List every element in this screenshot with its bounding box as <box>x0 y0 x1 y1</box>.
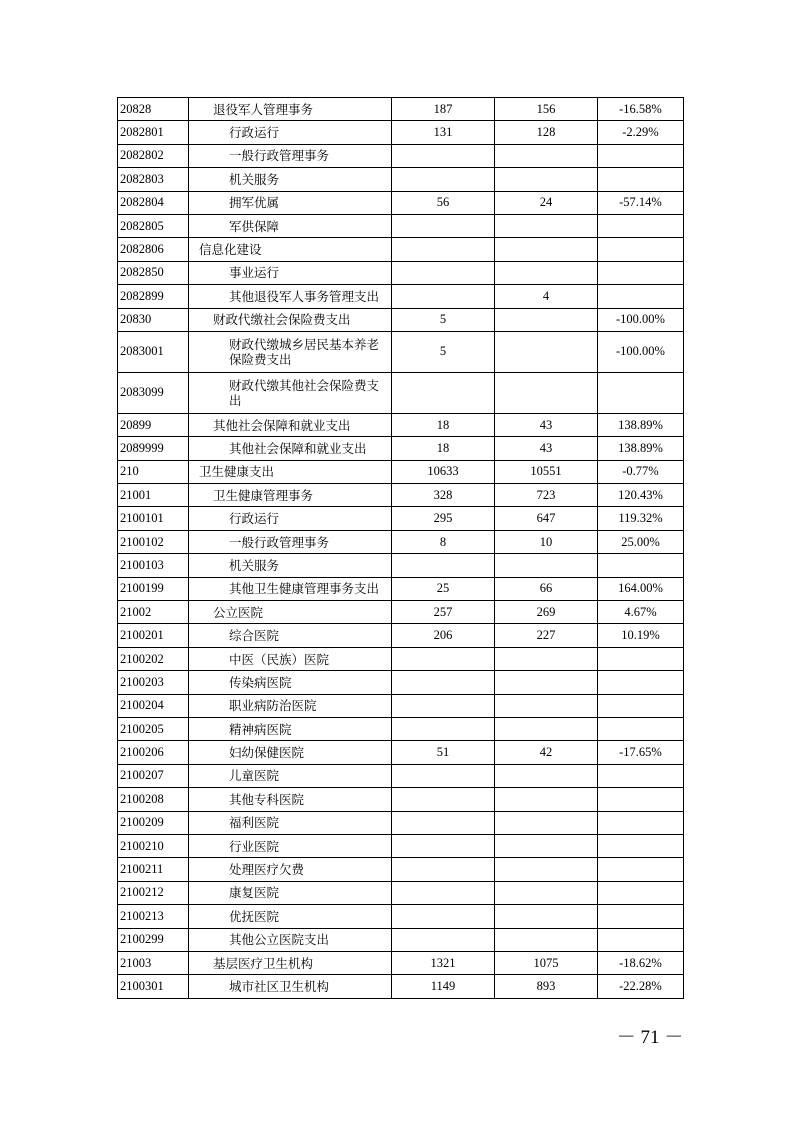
table-body <box>118 98 684 999</box>
subject-name-cell: 其他退役军人事务管理支出 <box>189 285 392 308</box>
prior-year-value-cell <box>392 238 495 261</box>
current-year-value-cell <box>495 788 598 811</box>
subject-code-cell: 2083001 <box>118 331 189 372</box>
current-year-value-cell <box>495 308 598 331</box>
change-percent-cell <box>598 671 684 694</box>
subject-code-cell: 21001 <box>118 484 189 507</box>
change-percent-cell: -16.58% <box>598 98 684 121</box>
current-year-value-cell <box>495 928 598 951</box>
table-row <box>118 788 684 811</box>
prior-year-value-cell <box>392 834 495 857</box>
change-percent-cell: -17.65% <box>598 741 684 764</box>
subject-name-cell: 处理医疗欠费 <box>189 858 392 881</box>
table-row <box>118 671 684 694</box>
subject-name-cell: 拥军优属 <box>189 191 392 214</box>
change-percent-cell: 10.19% <box>598 624 684 647</box>
current-year-value-cell <box>495 647 598 670</box>
change-percent-cell: -2.29% <box>598 121 684 144</box>
change-percent-cell: 120.43% <box>598 484 684 507</box>
table-row <box>118 121 684 144</box>
subject-code-cell: 2100202 <box>118 647 189 670</box>
table-row <box>118 144 684 167</box>
table-row <box>118 261 684 284</box>
prior-year-value-cell <box>392 694 495 717</box>
table-row <box>118 858 684 881</box>
prior-year-value-cell: 56 <box>392 191 495 214</box>
subject-name-cell: 其他社会保障和就业支出 <box>189 437 392 460</box>
subject-code-cell: 2082899 <box>118 285 189 308</box>
current-year-value-cell: 66 <box>495 577 598 600</box>
subject-name-cell: 优抚医院 <box>189 905 392 928</box>
current-year-value-cell: 156 <box>495 98 598 121</box>
prior-year-value-cell: 328 <box>392 484 495 507</box>
change-percent-cell <box>598 905 684 928</box>
subject-name-cell: 福利医院 <box>189 811 392 834</box>
prior-year-value-cell: 5 <box>392 331 495 372</box>
change-percent-cell <box>598 168 684 191</box>
subject-name-cell: 行业医院 <box>189 834 392 857</box>
subject-code-cell: 2100213 <box>118 905 189 928</box>
subject-code-cell: 2100201 <box>118 624 189 647</box>
current-year-value-cell <box>495 671 598 694</box>
prior-year-value-cell <box>392 144 495 167</box>
prior-year-value-cell: 257 <box>392 601 495 624</box>
prior-year-value-cell <box>392 764 495 787</box>
current-year-value-cell: 4 <box>495 285 598 308</box>
table-row <box>118 530 684 553</box>
table-row <box>118 285 684 308</box>
change-percent-cell <box>598 764 684 787</box>
prior-year-value-cell: 131 <box>392 121 495 144</box>
subject-code-cell: 2100299 <box>118 928 189 951</box>
subject-code-cell: 2100203 <box>118 671 189 694</box>
change-percent-cell <box>598 881 684 904</box>
subject-code-cell: 2100210 <box>118 834 189 857</box>
current-year-value-cell: 10551 <box>495 460 598 483</box>
change-percent-cell: 138.89% <box>598 437 684 460</box>
change-percent-cell <box>598 214 684 237</box>
change-percent-cell <box>598 694 684 717</box>
subject-code-cell: 2082803 <box>118 168 189 191</box>
table-row <box>118 484 684 507</box>
subject-name-cell: 财政代缴城乡居民基本养老保险费支出 <box>189 331 392 372</box>
current-year-value-cell: 723 <box>495 484 598 507</box>
current-year-value-cell <box>495 811 598 834</box>
change-percent-cell: 25.00% <box>598 530 684 553</box>
subject-code-cell: 2089999 <box>118 437 189 460</box>
current-year-value-cell: 893 <box>495 975 598 998</box>
change-percent-cell <box>598 834 684 857</box>
table-row <box>118 975 684 998</box>
current-year-value-cell: 1075 <box>495 951 598 974</box>
subject-name-cell: 传染病医院 <box>189 671 392 694</box>
prior-year-value-cell: 10633 <box>392 460 495 483</box>
table-row <box>118 741 684 764</box>
subject-name-cell: 精神病医院 <box>189 717 392 740</box>
subject-name-cell: 机关服务 <box>189 554 392 577</box>
current-year-value-cell: 43 <box>495 437 598 460</box>
change-percent-cell <box>598 144 684 167</box>
current-year-value-cell <box>495 858 598 881</box>
table-row <box>118 437 684 460</box>
subject-code-cell: 2082804 <box>118 191 189 214</box>
current-year-value-cell: 10 <box>495 530 598 553</box>
table-row <box>118 331 684 372</box>
table-row <box>118 647 684 670</box>
change-percent-cell <box>598 788 684 811</box>
prior-year-value-cell: 8 <box>392 530 495 553</box>
table-row <box>118 577 684 600</box>
current-year-value-cell <box>495 881 598 904</box>
current-year-value-cell: 128 <box>495 121 598 144</box>
subject-code-cell: 210 <box>118 460 189 483</box>
subject-name-cell: 机关服务 <box>189 168 392 191</box>
table-row <box>118 308 684 331</box>
subject-name-cell: 其他专科医院 <box>189 788 392 811</box>
subject-code-cell: 2100208 <box>118 788 189 811</box>
subject-name-cell: 其他公立医院支出 <box>189 928 392 951</box>
prior-year-value-cell: 1149 <box>392 975 495 998</box>
current-year-value-cell: 269 <box>495 601 598 624</box>
subject-name-cell: 一般行政管理事务 <box>189 530 392 553</box>
subject-code-cell: 2100209 <box>118 811 189 834</box>
current-year-value-cell <box>495 168 598 191</box>
prior-year-value-cell <box>392 905 495 928</box>
current-year-value-cell <box>495 834 598 857</box>
prior-year-value-cell <box>392 647 495 670</box>
current-year-value-cell: 227 <box>495 624 598 647</box>
subject-code-cell: 2100204 <box>118 694 189 717</box>
table-row <box>118 460 684 483</box>
subject-code-cell: 2100207 <box>118 764 189 787</box>
prior-year-value-cell <box>392 168 495 191</box>
subject-name-cell: 行政运行 <box>189 507 392 530</box>
prior-year-value-cell <box>392 858 495 881</box>
prior-year-value-cell: 51 <box>392 741 495 764</box>
current-year-value-cell <box>495 764 598 787</box>
subject-code-cell: 2100102 <box>118 530 189 553</box>
table-row <box>118 98 684 121</box>
table-row <box>118 834 684 857</box>
table-row <box>118 928 684 951</box>
prior-year-value-cell: 206 <box>392 624 495 647</box>
subject-name-cell: 中医（民族）医院 <box>189 647 392 670</box>
change-percent-cell <box>598 647 684 670</box>
table-row <box>118 717 684 740</box>
table-row <box>118 905 684 928</box>
subject-code-cell: 20830 <box>118 308 189 331</box>
subject-name-cell: 军供保障 <box>189 214 392 237</box>
subject-name-cell: 一般行政管理事务 <box>189 144 392 167</box>
change-percent-cell <box>598 811 684 834</box>
table-row <box>118 881 684 904</box>
change-percent-cell <box>598 238 684 261</box>
prior-year-value-cell: 18 <box>392 413 495 436</box>
subject-name-cell: 财政代缴其他社会保险费支出 <box>189 372 392 413</box>
current-year-value-cell: 24 <box>495 191 598 214</box>
table-row <box>118 764 684 787</box>
current-year-value-cell <box>495 694 598 717</box>
subject-name-cell: 行政运行 <box>189 121 392 144</box>
prior-year-value-cell: 18 <box>392 437 495 460</box>
subject-code-cell: 2082801 <box>118 121 189 144</box>
prior-year-value-cell <box>392 214 495 237</box>
subject-name-cell: 城市社区卫生机构 <box>189 975 392 998</box>
current-year-value-cell: 42 <box>495 741 598 764</box>
change-percent-cell: 4.67% <box>598 601 684 624</box>
change-percent-cell <box>598 717 684 740</box>
current-year-value-cell <box>495 905 598 928</box>
prior-year-value-cell: 1321 <box>392 951 495 974</box>
subject-code-cell: 2100211 <box>118 858 189 881</box>
change-percent-cell: 138.89% <box>598 413 684 436</box>
change-percent-cell <box>598 554 684 577</box>
current-year-value-cell <box>495 372 598 413</box>
table-row <box>118 168 684 191</box>
change-percent-cell: -22.28% <box>598 975 684 998</box>
prior-year-value-cell <box>392 928 495 951</box>
prior-year-value-cell: 295 <box>392 507 495 530</box>
page-number: － 71 － <box>616 1027 684 1048</box>
prior-year-value-cell <box>392 811 495 834</box>
change-percent-cell: -100.00% <box>598 331 684 372</box>
prior-year-value-cell: 25 <box>392 577 495 600</box>
current-year-value-cell <box>495 144 598 167</box>
table-row <box>118 601 684 624</box>
current-year-value-cell <box>495 238 598 261</box>
subject-name-cell: 基层医疗卫生机构 <box>189 951 392 974</box>
subject-code-cell: 20899 <box>118 413 189 436</box>
table-row <box>118 372 684 413</box>
subject-code-cell: 2100206 <box>118 741 189 764</box>
change-percent-cell: 119.32% <box>598 507 684 530</box>
change-percent-cell <box>598 928 684 951</box>
table-row <box>118 951 684 974</box>
prior-year-value-cell <box>392 285 495 308</box>
subject-name-cell: 退役军人管理事务 <box>189 98 392 121</box>
subject-name-cell: 职业病防治医院 <box>189 694 392 717</box>
subject-name-cell: 综合医院 <box>189 624 392 647</box>
prior-year-value-cell <box>392 881 495 904</box>
table-row <box>118 811 684 834</box>
subject-name-cell: 妇幼保健医院 <box>189 741 392 764</box>
subject-code-cell: 2100212 <box>118 881 189 904</box>
current-year-value-cell: 647 <box>495 507 598 530</box>
subject-name-cell: 康复医院 <box>189 881 392 904</box>
prior-year-value-cell <box>392 261 495 284</box>
subject-name-cell: 事业运行 <box>189 261 392 284</box>
subject-code-cell: 2100199 <box>118 577 189 600</box>
budget-table <box>117 97 684 999</box>
current-year-value-cell <box>495 717 598 740</box>
subject-name-cell: 儿童医院 <box>189 764 392 787</box>
change-percent-cell: -100.00% <box>598 308 684 331</box>
subject-code-cell: 2100101 <box>118 507 189 530</box>
prior-year-value-cell <box>392 788 495 811</box>
change-percent-cell: 164.00% <box>598 577 684 600</box>
subject-name-cell: 信息化建设 <box>189 238 392 261</box>
current-year-value-cell: 43 <box>495 413 598 436</box>
subject-name-cell: 卫生健康支出 <box>189 460 392 483</box>
subject-code-cell: 2082806 <box>118 238 189 261</box>
table-row <box>118 214 684 237</box>
change-percent-cell: -18.62% <box>598 951 684 974</box>
subject-name-cell: 公立医院 <box>189 601 392 624</box>
table-row <box>118 624 684 647</box>
prior-year-value-cell: 187 <box>392 98 495 121</box>
table-row <box>118 238 684 261</box>
subject-name-cell: 财政代缴社会保险费支出 <box>189 308 392 331</box>
current-year-value-cell <box>495 331 598 372</box>
change-percent-cell <box>598 858 684 881</box>
current-year-value-cell <box>495 261 598 284</box>
prior-year-value-cell <box>392 554 495 577</box>
change-percent-cell <box>598 372 684 413</box>
prior-year-value-cell <box>392 671 495 694</box>
subject-name-cell: 卫生健康管理事务 <box>189 484 392 507</box>
prior-year-value-cell <box>392 717 495 740</box>
change-percent-cell: -0.77% <box>598 460 684 483</box>
subject-code-cell: 2083099 <box>118 372 189 413</box>
subject-code-cell: 2100301 <box>118 975 189 998</box>
subject-code-cell: 21003 <box>118 951 189 974</box>
subject-code-cell: 20828 <box>118 98 189 121</box>
table-row <box>118 554 684 577</box>
change-percent-cell: -57.14% <box>598 191 684 214</box>
table-row <box>118 413 684 436</box>
change-percent-cell <box>598 261 684 284</box>
prior-year-value-cell: 5 <box>392 308 495 331</box>
subject-code-cell: 2100103 <box>118 554 189 577</box>
subject-code-cell: 2082802 <box>118 144 189 167</box>
subject-code-cell: 21002 <box>118 601 189 624</box>
subject-code-cell: 2082805 <box>118 214 189 237</box>
table-row <box>118 191 684 214</box>
subject-name-cell: 其他社会保障和就业支出 <box>189 413 392 436</box>
change-percent-cell <box>598 285 684 308</box>
subject-code-cell: 2082850 <box>118 261 189 284</box>
current-year-value-cell <box>495 214 598 237</box>
table-row <box>118 507 684 530</box>
current-year-value-cell <box>495 554 598 577</box>
subject-code-cell: 2100205 <box>118 717 189 740</box>
subject-name-cell: 其他卫生健康管理事务支出 <box>189 577 392 600</box>
table-row <box>118 694 684 717</box>
prior-year-value-cell <box>392 372 495 413</box>
